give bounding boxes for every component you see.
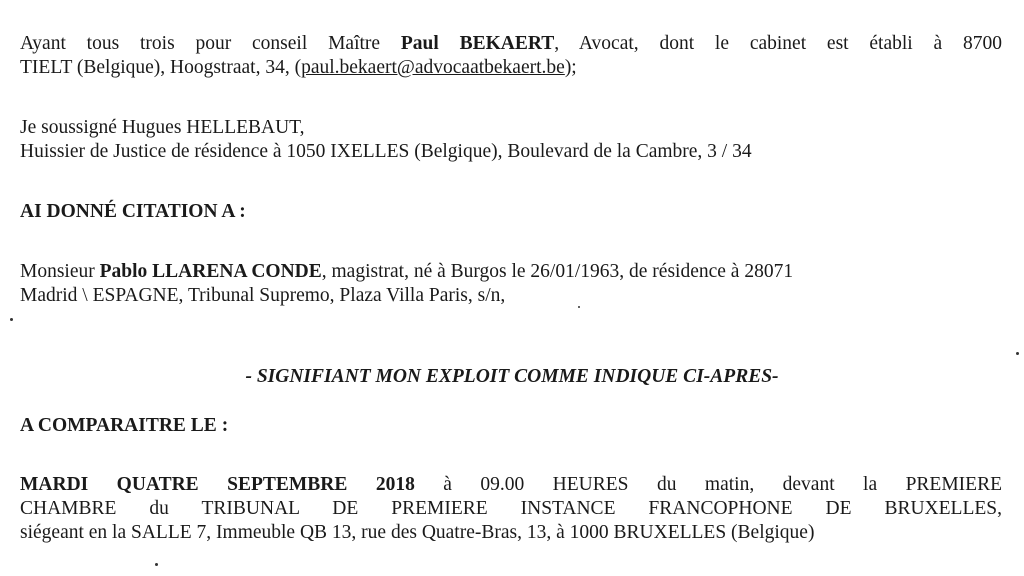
signifiant-line: - SIGNIFIANT MON EXPLOIT COMME INDIQUE CI-APRES- [245,366,779,387]
defendant-line-2: Madrid \ ESPAGNE, Tribunal Supremo, Plaza Villa Paris, s/n, [20,285,506,306]
hearing-date: MARDI QUATRE SEPTEMBRE 2018 [20,474,415,495]
lawyer-name: Paul BEKAERT [400,33,555,54]
counsel-text-cont: , Avocat, dont le cabinet est établi à 8700 [554,33,1002,54]
address-text: TIELT (Belgique), Hoogstraat, 34, ( [20,57,302,78]
scan-speck [10,318,13,321]
counsel-text: Ayant tous trois pour conseil Maître [20,33,401,54]
hearing-line-2: CHAMBRE du TRIBUNAL DE PREMIERE INSTANCE FRANCOPHONE DE BRUXELLES, [20,498,1002,519]
address-end: ); [564,57,577,78]
defendant-line-1 [20,260,793,284]
email-link[interactable]: paul.bekaert@advocaatbekaert.be [301,57,565,78]
defendant-details: , magistrat, né à Burgos le 26/01/1963, de résidence à 28071 [321,261,794,282]
scan-speck [155,563,158,566]
hearing-line-1 [20,473,1002,497]
bailiff-line-1: Je soussigné Hugues HELLEBAUT, [20,117,305,138]
bailiff-line-2: Huissier de Justice de résidence à 1050 IXELLES (Belgique), Boulevard de la Cambre, 3 / 34 [20,141,752,162]
counsel-line-1 [20,32,1002,56]
defendant-title: Monsieur [20,261,100,282]
scan-speck [1016,352,1019,355]
hearing-time: à 09.00 HEURES du matin, devant la PREMIERE [414,474,1002,495]
defendant-name: Pablo LLARENA CONDE [99,261,322,282]
heading-citation: AI DONNÉ CITATION A : [20,201,246,222]
scan-speck [578,306,580,308]
heading-comparaitre: A COMPARAITRE LE : [20,415,229,436]
counsel-line-2 [20,56,577,80]
hearing-line-3: siégeant en la SALLE 7, Immeuble QB 13, rue des Quatre-Bras, 13, à 1000 BRUXELLES (Belgique) [20,522,815,543]
